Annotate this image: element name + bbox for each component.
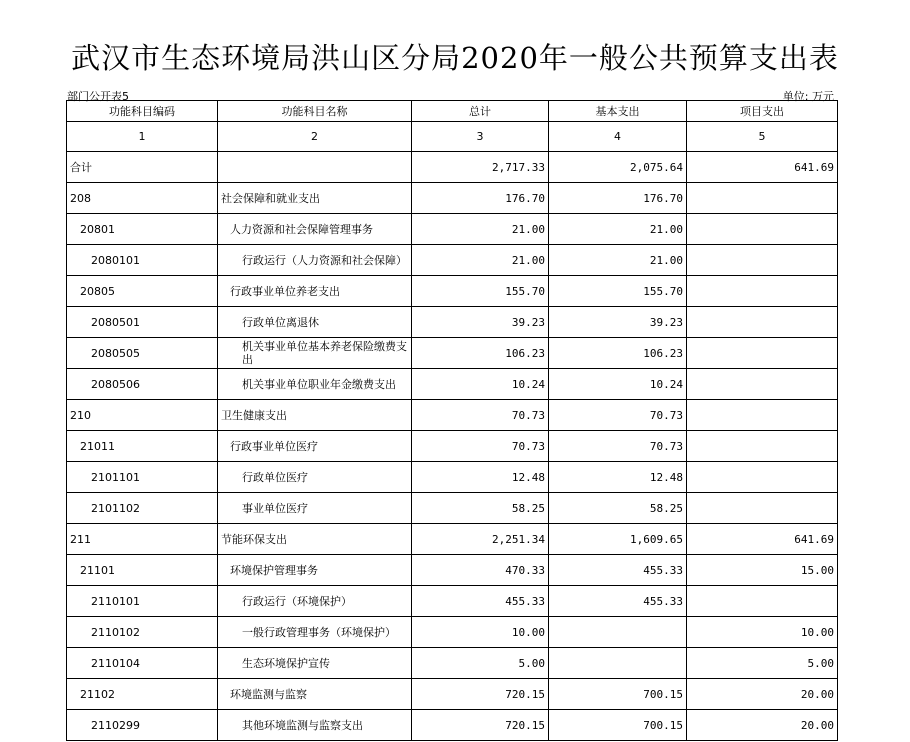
row-basic: 58.25 <box>549 493 687 524</box>
row-code: 2110102 <box>67 617 218 648</box>
column-number: 4 <box>549 122 687 152</box>
row-basic <box>549 648 687 679</box>
budget-table <box>66 100 838 741</box>
row-code: 20801 <box>67 214 218 245</box>
row-total: 39.23 <box>412 307 549 338</box>
table-row <box>67 245 838 276</box>
row-project <box>687 214 838 245</box>
row-basic: 12.48 <box>549 462 687 493</box>
row-name: 环境监测与监察 <box>218 679 412 710</box>
row-code: 210 <box>67 400 218 431</box>
row-project <box>687 338 838 369</box>
table-row <box>67 400 838 431</box>
table-row <box>67 462 838 493</box>
table-header <box>67 101 838 152</box>
header-basic: 基本支出 <box>549 101 687 122</box>
column-number: 2 <box>218 122 412 152</box>
row-code: 2110299 <box>67 710 218 741</box>
row-total: 176.70 <box>412 183 549 214</box>
row-name: 行政事业单位养老支出 <box>218 276 412 307</box>
row-code: 2110104 <box>67 648 218 679</box>
row-total: 455.33 <box>412 586 549 617</box>
row-basic: 700.15 <box>549 710 687 741</box>
row-total: 10.00 <box>412 617 549 648</box>
row-project <box>687 307 838 338</box>
row-total: 10.24 <box>412 369 549 400</box>
row-total: 5.00 <box>412 648 549 679</box>
row-total: 58.25 <box>412 493 549 524</box>
row-project <box>687 400 838 431</box>
row-name: 事业单位医疗 <box>218 493 412 524</box>
row-total: 2,717.33 <box>412 152 549 183</box>
table-body <box>67 152 838 741</box>
table-row <box>67 369 838 400</box>
table-row <box>67 710 838 741</box>
row-basic: 1,609.65 <box>549 524 687 555</box>
row-project <box>687 369 838 400</box>
row-name: 节能环保支出 <box>218 524 412 555</box>
header-project: 项目支出 <box>687 101 838 122</box>
column-number-row <box>67 122 838 152</box>
row-code: 2110101 <box>67 586 218 617</box>
form-label: 部门公开表5 <box>67 90 129 103</box>
row-basic: 106.23 <box>549 338 687 369</box>
row-name: 一般行政管理事务（环境保护） <box>218 617 412 648</box>
row-code: 2101101 <box>67 462 218 493</box>
row-basic <box>549 617 687 648</box>
row-name: 行政事业单位医疗 <box>218 431 412 462</box>
row-total: 106.23 <box>412 338 549 369</box>
row-basic: 10.24 <box>549 369 687 400</box>
row-code: 2080101 <box>67 245 218 276</box>
row-basic: 455.33 <box>549 555 687 586</box>
page-title: 武汉市生态环境局洪山区分局2020年一般公共预算支出表 <box>71 41 839 75</box>
row-code: 2101102 <box>67 493 218 524</box>
table-row <box>67 338 838 369</box>
table-row <box>67 493 838 524</box>
row-project <box>687 462 838 493</box>
row-project <box>687 586 838 617</box>
row-total: 70.73 <box>412 400 549 431</box>
row-name: 人力资源和社会保障管理事务 <box>218 214 412 245</box>
table-row <box>67 555 838 586</box>
row-name: 机关事业单位职业年金缴费支出 <box>218 369 412 400</box>
row-basic: 70.73 <box>549 400 687 431</box>
table-row <box>67 524 838 555</box>
column-number: 1 <box>67 122 218 152</box>
column-number: 3 <box>412 122 549 152</box>
row-total: 470.33 <box>412 555 549 586</box>
row-total: 155.70 <box>412 276 549 307</box>
header-row <box>67 101 838 122</box>
row-project: 20.00 <box>687 710 838 741</box>
row-total: 2,251.34 <box>412 524 549 555</box>
row-project: 15.00 <box>687 555 838 586</box>
row-code: 208 <box>67 183 218 214</box>
row-project <box>687 493 838 524</box>
row-basic: 176.70 <box>549 183 687 214</box>
table-row <box>67 431 838 462</box>
row-project <box>687 245 838 276</box>
row-name: 行政单位离退休 <box>218 307 412 338</box>
row-code: 211 <box>67 524 218 555</box>
table-row <box>67 586 838 617</box>
row-code: 合计 <box>67 152 218 183</box>
row-project: 5.00 <box>687 648 838 679</box>
row-code: 21102 <box>67 679 218 710</box>
header-total: 总计 <box>412 101 549 122</box>
row-basic: 2,075.64 <box>549 152 687 183</box>
row-project <box>687 183 838 214</box>
row-name: 行政运行（人力资源和社会保障） <box>218 245 412 276</box>
row-name: 卫生健康支出 <box>218 400 412 431</box>
row-total: 70.73 <box>412 431 549 462</box>
column-number: 5 <box>687 122 838 152</box>
row-name: 行政单位医疗 <box>218 462 412 493</box>
row-basic: 700.15 <box>549 679 687 710</box>
row-project <box>687 431 838 462</box>
row-basic: 455.33 <box>549 586 687 617</box>
row-total: 21.00 <box>412 245 549 276</box>
row-project: 20.00 <box>687 679 838 710</box>
row-name: 社会保障和就业支出 <box>218 183 412 214</box>
row-code: 2080505 <box>67 338 218 369</box>
header-name: 功能科目名称 <box>218 101 412 122</box>
row-name: 其他环境监测与监察支出 <box>218 710 412 741</box>
row-name: 行政运行（环境保护） <box>218 586 412 617</box>
row-basic: 21.00 <box>549 214 687 245</box>
row-basic: 39.23 <box>549 307 687 338</box>
table-row <box>67 183 838 214</box>
table-row <box>67 617 838 648</box>
header-code: 功能科目编码 <box>67 101 218 122</box>
table-row <box>67 648 838 679</box>
row-name: 机关事业单位基本养老保险缴费支出 <box>218 338 412 369</box>
row-project: 10.00 <box>687 617 838 648</box>
row-basic: 21.00 <box>549 245 687 276</box>
table-row <box>67 152 838 183</box>
row-code: 21011 <box>67 431 218 462</box>
row-project <box>687 276 838 307</box>
row-total: 720.15 <box>412 710 549 741</box>
row-project: 641.69 <box>687 524 838 555</box>
row-code: 21101 <box>67 555 218 586</box>
row-basic: 155.70 <box>549 276 687 307</box>
table-row <box>67 679 838 710</box>
row-project: 641.69 <box>687 152 838 183</box>
row-name: 生态环境保护宣传 <box>218 648 412 679</box>
row-total: 21.00 <box>412 214 549 245</box>
row-code: 2080506 <box>67 369 218 400</box>
table-row <box>67 214 838 245</box>
table-row <box>67 307 838 338</box>
row-name: 环境保护管理事务 <box>218 555 412 586</box>
row-name <box>218 152 412 183</box>
row-total: 720.15 <box>412 679 549 710</box>
unit-label: 单位: 万元 <box>782 90 834 103</box>
table-row <box>67 276 838 307</box>
row-code: 20805 <box>67 276 218 307</box>
row-code: 2080501 <box>67 307 218 338</box>
row-basic: 70.73 <box>549 431 687 462</box>
row-total: 12.48 <box>412 462 549 493</box>
